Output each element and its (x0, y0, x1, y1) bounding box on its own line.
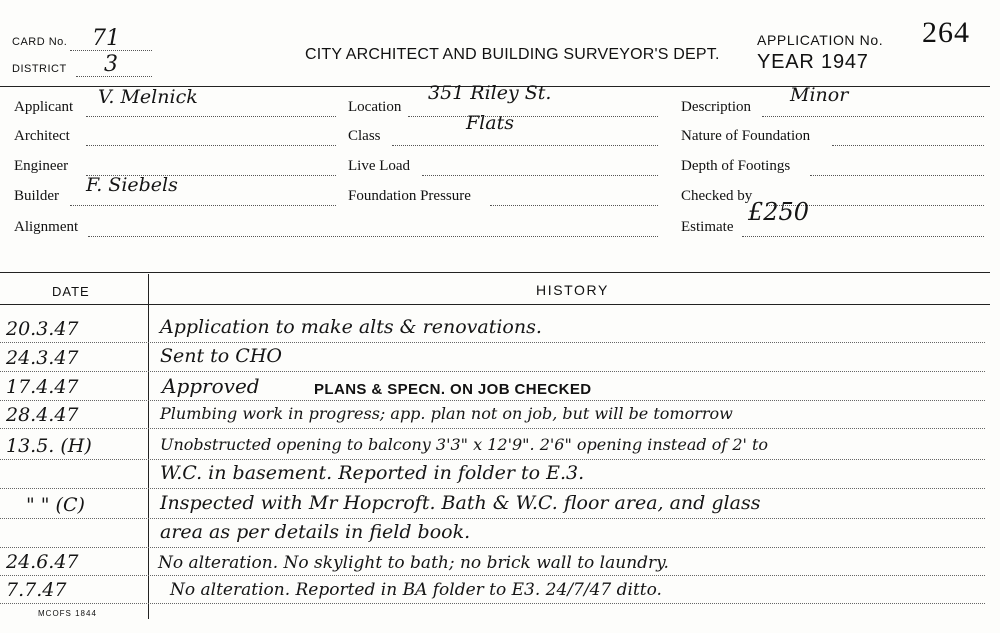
year-label: YEAR 1947 (757, 51, 869, 73)
class-value: Flats (466, 112, 514, 134)
row-rule (0, 547, 985, 548)
builder-value: F. Siebels (86, 174, 178, 196)
row-history: No alteration. Reported in BA folder to E3. 24/7/47 ditto. (170, 580, 662, 600)
foundation-pressure-line (490, 205, 658, 206)
row-history: Sent to CHO (160, 345, 282, 367)
row-rule (0, 371, 985, 372)
location-value: 351 Riley St. (428, 82, 552, 104)
architect-line (86, 145, 336, 146)
description-line (762, 116, 984, 117)
nature-of-foundation-line (832, 145, 984, 146)
row-date: 24.6.47 (6, 551, 79, 573)
department-title: CITY ARCHITECT AND BUILDING SURVEYOR'S DEPT. (305, 46, 720, 63)
row-date: 20.3.47 (6, 318, 79, 340)
row-history: Approved (162, 374, 260, 398)
live-load-line (422, 175, 658, 176)
depth-of-footings-line (810, 175, 984, 176)
application-label: APPLICATION No. (757, 32, 884, 48)
estimate-label: Estimate (681, 219, 734, 235)
row-history: area as per details in field book. (160, 521, 471, 543)
form-code: MCOFS 1844 (38, 609, 97, 618)
architect-label: Architect (14, 128, 70, 144)
row-date: 24.3.47 (6, 347, 79, 369)
location-line (408, 116, 658, 117)
checked-by-label: Checked by (681, 188, 753, 204)
row-history: Plumbing work in progress; app. plan not on job, but will be tomorrow (160, 404, 733, 423)
row-date: " " (C) (26, 494, 85, 516)
row-history: Unobstructed opening to balcony 3'3" x 12'9". 2'6" opening instead of 2' to (160, 435, 769, 454)
row-rule (0, 518, 985, 519)
row-history: No alteration. No skylight to bath; no brick wall to laundry. (158, 553, 669, 573)
date-header: DATE (52, 284, 90, 299)
table-top-rule (0, 272, 990, 273)
estimate-line (742, 236, 984, 237)
row-history: Inspected with Mr Hopcroft. Bath & W.C. floor area, and glass (160, 492, 761, 514)
class-label: Class (348, 128, 381, 144)
alignment-line (88, 236, 658, 237)
row-history: W.C. in basement. Reported in folder to E.3. (160, 462, 585, 484)
description-value: Minor (790, 84, 849, 106)
estimate-value: £250 (748, 198, 810, 226)
row-date: 17.4.47 (6, 376, 79, 398)
card-no-value: 71 (92, 26, 120, 51)
plans-checked-stamp: PLANS & SPECN. ON JOB CHECKED (314, 381, 592, 398)
applicant-line (86, 116, 336, 117)
class-line (392, 145, 658, 146)
alignment-label: Alignment (14, 219, 79, 235)
row-rule (0, 488, 985, 489)
location-label: Location (348, 99, 402, 115)
row-history: Application to make alts & renovations. (160, 316, 542, 338)
engineer-label: Engineer (14, 158, 69, 174)
application-number: 264 (922, 16, 970, 49)
row-rule (0, 400, 985, 401)
applicant-value: V. Melnick (98, 86, 198, 108)
row-rule (0, 459, 985, 460)
row-date: 7.7.47 (6, 579, 67, 601)
depth-of-footings-label: Depth of Footings (681, 158, 791, 174)
builder-label: Builder (14, 188, 59, 204)
row-rule (0, 428, 985, 429)
row-date: 28.4.47 (6, 404, 79, 426)
row-rule (0, 603, 985, 604)
history-header: HISTORY (536, 282, 609, 298)
row-rule (0, 342, 985, 343)
builder-line (70, 205, 336, 206)
card-no-label: CARD No. (12, 36, 68, 48)
live-load-label: Live Load (348, 158, 411, 174)
applicant-label: Applicant (14, 99, 74, 115)
row-rule (0, 575, 985, 576)
row-date: 13.5. (H) (6, 435, 92, 457)
foundation-pressure-label: Foundation Pressure (348, 188, 471, 204)
description-label: Description (681, 99, 751, 115)
district-label: DISTRICT (12, 63, 67, 75)
date-column-divider (148, 274, 149, 619)
district-value: 3 (104, 52, 118, 77)
nature-of-foundation-label: Nature of Foundation (681, 128, 811, 144)
